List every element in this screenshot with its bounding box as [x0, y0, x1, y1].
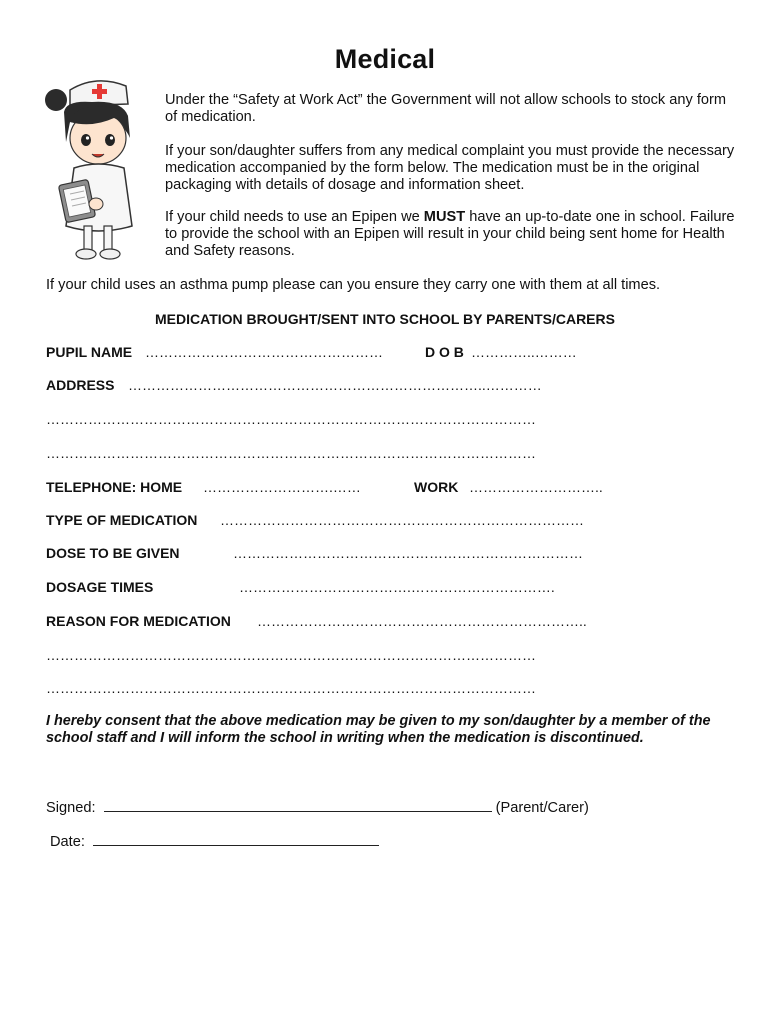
dosage-times-label: DOSAGE TIMES — [46, 579, 154, 595]
medication-type-label: TYPE OF MEDICATION — [46, 512, 198, 528]
dosage-times-dots: ……………………………….…………………………. — [239, 579, 555, 595]
consent-statement: I hereby consent that the above medication may be given to my son/daughter by a member of the school staff and I will inform the school in writing when the medication is discontinued. — [46, 713, 711, 746]
reason-line-3-dots: …………………………………………………………………………………………… — [46, 680, 536, 696]
reason-dots: …………………………………………………………….. — [257, 613, 587, 629]
dosage-times-field[interactable] — [46, 579, 555, 595]
telephone-home-label: TELEPHONE: HOME — [46, 479, 183, 495]
pupil-name-field[interactable] — [46, 344, 383, 360]
dose-field[interactable] — [46, 545, 583, 561]
intro-paragraph-epipen — [165, 209, 735, 260]
nurse-illustration — [40, 76, 152, 262]
reason-line-2-dots: …………………………………………………………………………………………… — [46, 647, 536, 663]
address-line-2-dots: …………………………………………………………………………………………… — [46, 411, 536, 427]
telephone-home-dots: ……………………….…… — [203, 479, 361, 495]
form-heading: MEDICATION BROUGHT/SENT INTO SCHOOL BY PARENTS/CARERS — [155, 311, 615, 327]
signature-row — [46, 797, 589, 816]
epipen-must: MUST — [423, 209, 466, 225]
page-title: Medical — [334, 44, 436, 74]
dose-label: DOSE TO BE GIVEN — [46, 545, 180, 561]
date-row — [50, 831, 379, 850]
address-label: ADDRESS — [46, 377, 115, 393]
dob-label: D O B — [425, 344, 464, 360]
epipen-text-start: If your child needs to use an Epipen we — [165, 209, 424, 225]
signed-label: Signed: — [46, 800, 96, 816]
medication-type-dots: …………………………………………………………………… — [220, 512, 584, 528]
intro-paragraph-stock: Under the “Safety at Work Act” the Government will not allow schools to stock any form of medication. — [165, 92, 727, 125]
telephone-work-dots: ……………………….. — [469, 479, 603, 495]
epipen-text-end: have an up-to-date one in school. Failure to provide the school with an Epipen will result in your child being sent home for Health and Safety reasons. — [165, 209, 735, 259]
address-dots: …………………………………………………………………..………… — [128, 377, 542, 393]
medication-type-field[interactable] — [46, 512, 584, 528]
dob-field[interactable] — [425, 344, 577, 360]
date-label: Date: — [50, 834, 85, 850]
dose-dots: ………………………………………………………………… — [233, 545, 583, 561]
signed-suffix: (Parent/Carer) — [495, 800, 589, 816]
telephone-work-label: WORK — [414, 479, 459, 495]
reason-label: REASON FOR MEDICATION — [46, 613, 231, 629]
asthma-notice: If your child uses an asthma pump please can you ensure they carry one with them at all times. — [46, 277, 661, 293]
pupil-name-label: PUPIL NAME — [46, 344, 133, 360]
telephone-work-field[interactable] — [414, 479, 603, 495]
reason-field[interactable] — [46, 613, 587, 629]
pupil-name-dots: …………………………………………… — [145, 344, 383, 360]
address-field[interactable] — [46, 377, 542, 393]
intro-paragraph-complaint: If your son/daughter suffers from any medical complaint you must provide the necessary medication accompanied by the form below. The medication must be in the original packaging with details of dosage and information sheet. — [165, 143, 735, 193]
dob-dots: …………..……… — [471, 344, 577, 360]
signature-line[interactable] — [104, 797, 492, 812]
date-line[interactable] — [93, 831, 379, 846]
address-line-3-dots: …………………………………………………………………………………………… — [46, 445, 536, 461]
telephone-home-field[interactable] — [46, 479, 361, 495]
